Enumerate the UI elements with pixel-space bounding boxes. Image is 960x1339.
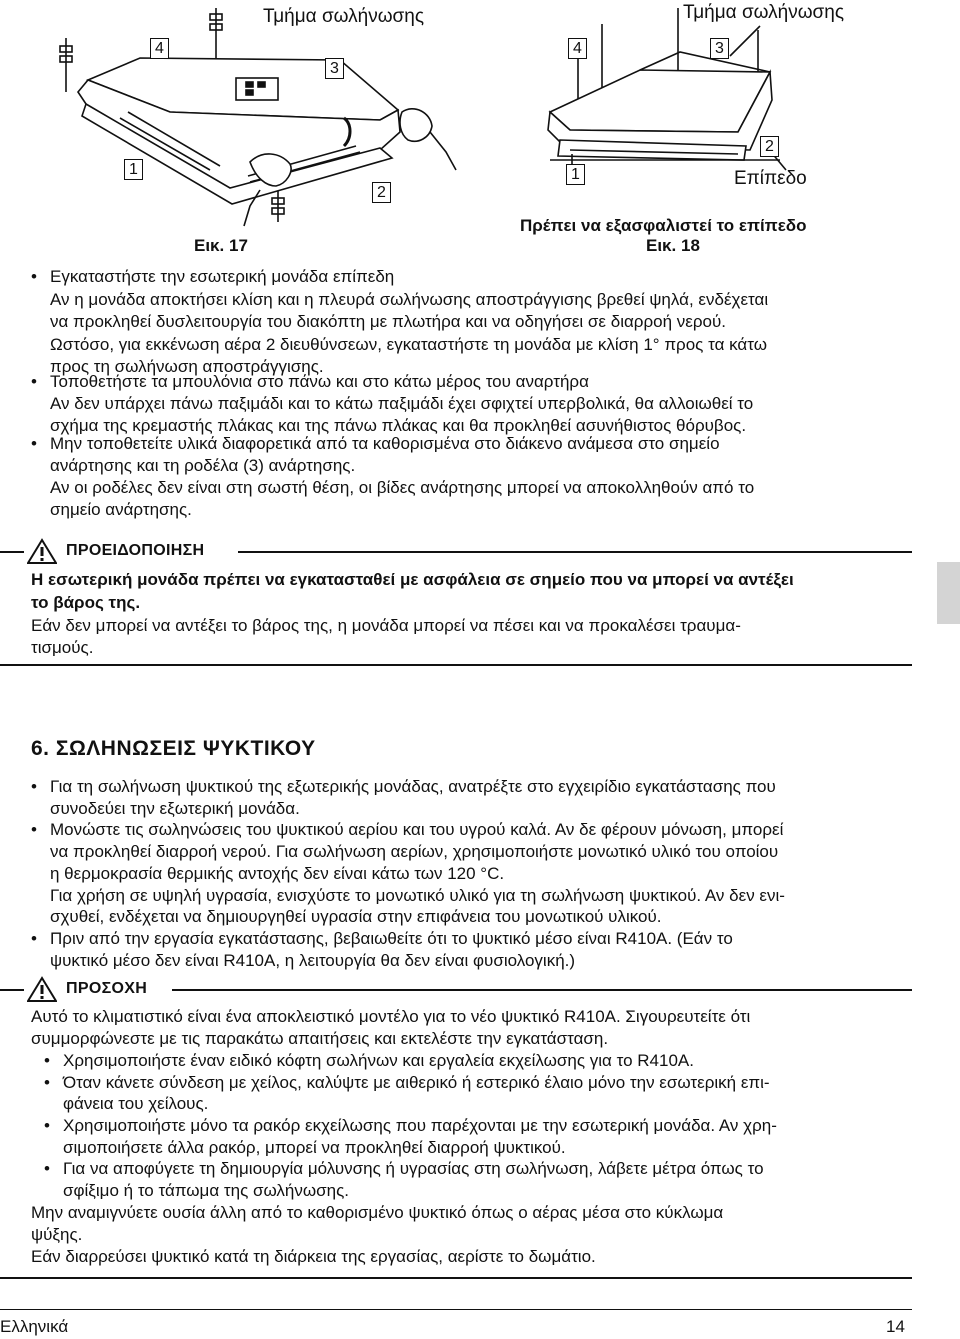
caution-sub4-line2: σφίξιμο ή το τάπωμα της σωλήνωσης. bbox=[63, 1181, 350, 1200]
figure-17-callout-3: 3 bbox=[325, 58, 344, 79]
install-bullet1-line4: προς τη σωλήνωση αποστράγγισης. bbox=[50, 357, 324, 376]
caution-sub1: Χρησιμοποιήστε έναν ειδικό κόφτη σωλήνων και εργαλεία εκχείλωσης για το R410A. bbox=[63, 1051, 694, 1070]
install-bullet2-line1: Αν δεν υπάρχει πάνω παξιμάδι και το κάτω παξιμάδι έχει σφιχτεί υπερβολικά, θα αλλοιωθεί το bbox=[50, 394, 754, 413]
caution-icon bbox=[27, 976, 57, 1002]
figure-17-callout-2: 2 bbox=[372, 182, 391, 203]
bullet: • bbox=[31, 777, 37, 796]
caution-line1: Αυτό το κλιματιστικό είναι ένα αποκλειστικό μοντέλο για το νέο ψυκτικό R410A. Σιγουρευτείτε ότι bbox=[31, 1007, 751, 1026]
warning-icon bbox=[27, 538, 57, 564]
warning-line4: τισμούς. bbox=[31, 638, 94, 657]
figure-18-level-label: Επίπεδο bbox=[734, 168, 807, 189]
bullet: • bbox=[44, 1073, 50, 1092]
figure-17-pipe-label: Τμήμα σωλήνωσης bbox=[263, 6, 424, 27]
caution-heading: ΠΡΟΣΟΧΗ bbox=[66, 980, 148, 997]
bullet: • bbox=[31, 929, 37, 948]
caution-rule-left bbox=[0, 989, 24, 991]
caution-line3: Μην αναμιγνύετε ουσία άλλη από το καθορισμένο ψυκτικό όπως ο αέρας μέσα στο κύκλωμα bbox=[31, 1203, 724, 1222]
warning-bold-line1: Η εσωτερική μονάδα πρέπει να εγκατασταθεί με ασφάλεια σε σημείο που να μπορεί να αντέξει bbox=[31, 570, 794, 589]
warning-bold-line2: το βάρος της. bbox=[31, 593, 141, 612]
caution-sub2-line1: Όταν κάνετε σύνδεση με χείλος, καλύψτε με αιθερικό ή εστερικό έλαιο μόνο την εσωτερική επι- bbox=[63, 1073, 770, 1092]
section-bullet3-line1: Πριν από την εργασία εγκατάστασης, βεβαιωθείτε ότι το ψυκτικό μέσο είναι R410A. (Εάν το bbox=[50, 929, 733, 948]
caution-line4: ψύξης. bbox=[31, 1225, 83, 1244]
bullet: • bbox=[44, 1159, 50, 1178]
install-bullet2-title: Τοποθετήστε τα μπουλόνια στο πάνω και στο κάτω μέρος του αναρτήρα bbox=[50, 372, 589, 391]
figure-18 bbox=[490, 0, 960, 260]
figure-17 bbox=[0, 0, 490, 260]
install-bullet3-line3: σημείο ανάρτησης. bbox=[50, 500, 192, 519]
bullet: • bbox=[31, 267, 37, 286]
figure-17-callout-1: 1 bbox=[124, 159, 143, 180]
bullet: • bbox=[31, 820, 37, 839]
section-bullet2-line1: Μονώστε τις σωληνώσεις του ψυκτικού αερίου και του υγρού καλά. Αν δε φέρουν μόνωση, μπορεί bbox=[50, 820, 784, 839]
bullet: • bbox=[31, 434, 37, 453]
section-bullet2-line4: Για χρήση σε υψηλή υγρασία, ενισχύστε το μονωτικό υλικό για τη σωλήνωση ψυκτικού. Αν δεν ενι- bbox=[50, 886, 785, 905]
page-edge-tab bbox=[937, 562, 960, 624]
warning-rule-bottom bbox=[0, 664, 912, 666]
caution-sub4-line1: Για να αποφύγετε τη δημιουργία μόλυνσης ή υγρασίας στη σωλήνωση, λάβετε μέτρα όπως το bbox=[63, 1159, 764, 1178]
figure-17-drawing bbox=[0, 0, 490, 260]
figure-18-caption: Εικ. 18 bbox=[646, 236, 700, 255]
bullet: • bbox=[31, 372, 37, 391]
section-bullet2-line3: η θερμοκρασία θερμικής αντοχής δεν είναι κάτω των 120 °C. bbox=[50, 864, 505, 883]
footer-language: Ελληνικά bbox=[0, 1317, 69, 1336]
install-bullet3-title: Μην τοποθετείτε υλικά διαφορετικά από τα καθορισμένα στο διάκενο ανάμεσα στο σημείο bbox=[50, 434, 720, 453]
install-bullet1-line2: να προκληθεί δυσλειτουργία του διακόπτη με πλωτήρα και να οδηγήσει σε διαρροή νερού. bbox=[50, 312, 726, 331]
figure-18-pipe-label: Τμήμα σωλήνωσης bbox=[683, 2, 844, 23]
warning-heading: ΠΡΟΕΙΔΟΠΟΙΗΣΗ bbox=[66, 542, 205, 559]
section-bullet1-line1: Για τη σωλήνωση ψυκτικού της εξωτερικής μονάδας, ανατρέξτε στο εγχειρίδιο εγκατάστασης που bbox=[50, 777, 776, 796]
bullet: • bbox=[44, 1051, 50, 1070]
install-bullet2-line2: σχήμα της κρεμαστής πλάκας και της πάνω πλάκας και θα προκληθεί ασυνήθιστος θόρυβος. bbox=[50, 416, 747, 435]
caution-sub3-line2: σιμοποιήσετε άλλα ρακόρ, μπορεί να προκληθεί διαρροή ψυκτικού. bbox=[63, 1138, 566, 1157]
section-bullet2-line5: σχυθεί, ενδέχεται να δημιουργηθεί υγρασία στην επιφάνεια του μονωτικού υλικού. bbox=[50, 907, 662, 926]
figure-18-callout-2: 2 bbox=[760, 136, 779, 157]
section-title: 6. ΣΩΛΗΝΩΣΕΙΣ ΨΥΚΤΙΚΟΥ bbox=[31, 737, 316, 760]
warning-line3: Εάν δεν μπορεί να αντέξει το βάρος της, η μονάδα μπορεί να πέσει και να προκαλέσει τραυμα- bbox=[31, 616, 741, 635]
section-bullet2-line2: να προκληθεί διαρροή νερού. Για σωλήνωση αερίων, χρησιμοποιήστε μονωτικό υλικό του οποίου bbox=[50, 842, 779, 861]
caution-rule-right bbox=[172, 989, 912, 991]
bullet: • bbox=[44, 1116, 50, 1135]
figure-17-callout-4: 4 bbox=[150, 38, 169, 59]
footer-page-number: 14 bbox=[886, 1317, 905, 1336]
caution-line2: συμμορφώνεστε με τις παρακάτω απαιτήσεις και εκτελέστε την εγκατάσταση. bbox=[31, 1029, 609, 1048]
caution-sub3-line1: Χρησιμοποιήστε μόνο τα ρακόρ εκχείλωσης που παρέχονται με την εσωτερική μονάδα. Αν χρη- bbox=[63, 1116, 777, 1135]
section-bullet3-line2: ψυκτικό μέσο δεν είναι R410A, η λειτουργία θα δεν είναι φυσιολογική.) bbox=[50, 951, 576, 970]
footer-rule bbox=[0, 1309, 912, 1310]
install-bullet3-line1: ανάρτησης και τη ροδέλα (3) ανάρτησης. bbox=[50, 456, 356, 475]
figure-18-callout-3: 3 bbox=[710, 38, 729, 59]
install-bullet1-line1: Αν η μονάδα αποκτήσει κλίση και η πλευρά σωλήνωσης αποστράγγισης βρεθεί ψηλά, ενδέχεται bbox=[50, 290, 769, 309]
figure-18-callout-1: 1 bbox=[566, 164, 585, 185]
section-bullet1-line2: συνοδεύει την εξωτερική μονάδα. bbox=[50, 799, 300, 818]
install-bullet3-line2: Αν οι ροδέλες δεν είναι στη σωστή θέση, οι βίδες ανάρτησης μπορεί να αποκολληθούν από το bbox=[50, 478, 755, 497]
install-bullet1-title: Εγκαταστήστε την εσωτερική μονάδα επίπεδη bbox=[50, 267, 395, 286]
caution-sub2-line2: φάνεια του χείλους. bbox=[63, 1094, 209, 1113]
figure-18-level-note: Πρέπει να εξασφαλιστεί το επίπεδο bbox=[520, 216, 807, 235]
warning-rule-left bbox=[0, 551, 24, 553]
warning-rule-right bbox=[238, 551, 912, 553]
figure-17-caption: Εικ. 17 bbox=[194, 236, 248, 255]
caution-rule-bottom bbox=[0, 1277, 912, 1279]
figure-18-callout-4: 4 bbox=[568, 38, 587, 59]
install-bullet1-line3: Ωστόσο, για εκκένωση αέρα 2 διευθύνσεων, εγκαταστήστε τη μονάδα με κλίση 1° προς τα κάτω bbox=[50, 335, 767, 354]
caution-line5: Εάν διαρρεύσει ψυκτικό κατά τη διάρκεια της εργασίας, αερίστε το δωμάτιο. bbox=[31, 1247, 596, 1266]
